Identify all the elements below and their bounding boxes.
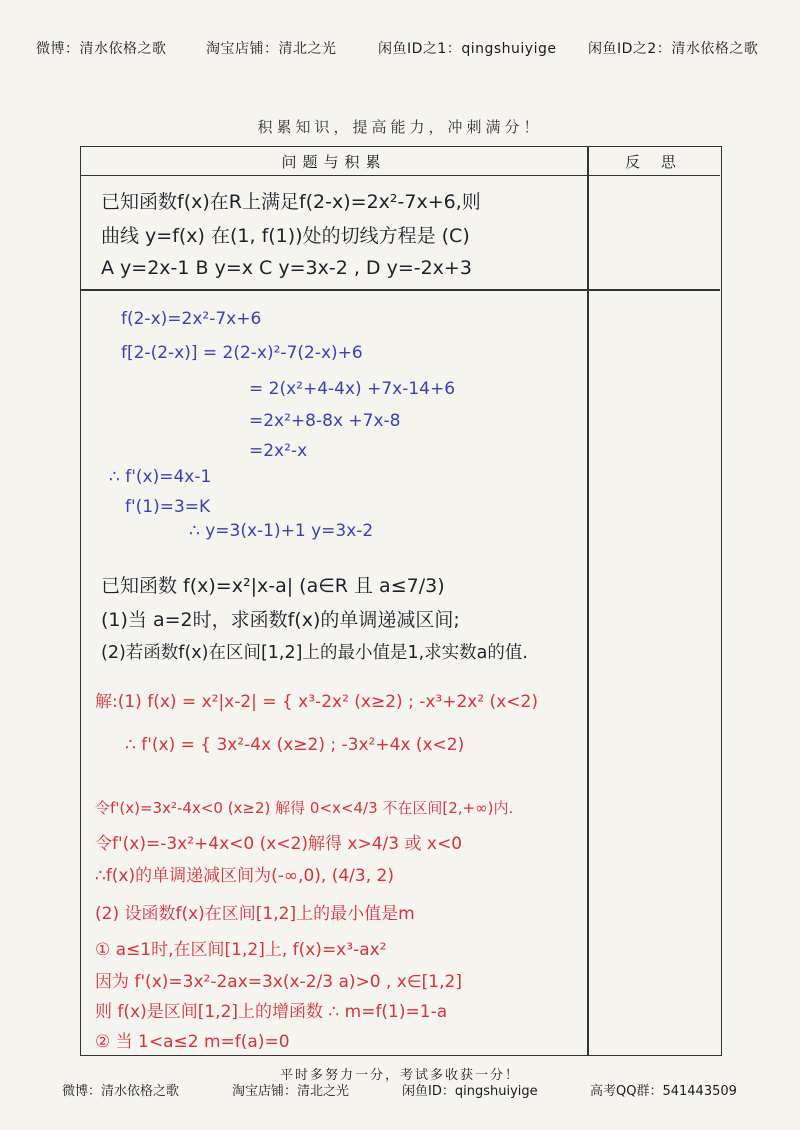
problem2-solution-line: (2) 设函数f(x)在区间[1,2]上的最小值是m bbox=[95, 904, 415, 924]
header-xianyu-1: 闲鱼ID之1：qingshuiyige bbox=[378, 41, 557, 57]
column-header-reflection: 反 思 bbox=[625, 153, 684, 171]
problem1-work-line: f(2-x)=2x²-7x+6 bbox=[121, 309, 262, 329]
problem1-work-line: =2x²+8-8x +7x-8 bbox=[249, 411, 401, 431]
column-divider bbox=[587, 147, 589, 1055]
problem2-solution-line: 则 f(x)是区间[1,2]上的增函数 ∴ m=f(1)=1-a bbox=[95, 1002, 448, 1022]
column-header-questions: 问题与积累 bbox=[281, 153, 387, 171]
notes-table bbox=[80, 146, 722, 1056]
problem2-solution-line: ② 当 1<a≤2 m=f(a)=0 bbox=[95, 1032, 290, 1052]
motto: 积累知识，提高能力，冲刺满分！ bbox=[257, 118, 543, 136]
page-footer bbox=[0, 1068, 800, 1108]
problem2-solution-line: ∴ f'(x) = { 3x²-4x (x≥2) ; -3x²+4x (x<2) bbox=[125, 735, 465, 755]
header-xianyu-2: 闲鱼ID之2：清水依格之歌 bbox=[588, 41, 759, 57]
footer-taobao: 淘宝店铺：清北之光 bbox=[232, 1084, 350, 1099]
problem1-stem-line2: 曲线 y=f(x) 在(1, f(1))处的切线方程是 (C) bbox=[101, 225, 470, 247]
problem2-stem-line3: (2)若函数f(x)在区间[1,2]上的最小值是1,求实数a的值. bbox=[101, 643, 528, 663]
problem2-solution-line: 令f'(x)=-3x²+4x<0 (x<2)解得 x>4/3 或 x<0 bbox=[95, 834, 463, 854]
header-taobao: 淘宝店铺：清北之光 bbox=[206, 41, 337, 57]
problem1-work-line: ∴ y=3(x-1)+1 y=3x-2 bbox=[189, 521, 374, 541]
problem1-work-line: f'(1)=3=K bbox=[125, 497, 211, 517]
problem2-solution-line: ∴f(x)的单调递减区间为(-∞,0), (4/3, 2) bbox=[95, 866, 394, 886]
problem2-stem-line1: 已知函数 f(x)=x²|x-a| (a∈R 且 a≤7/3) bbox=[101, 575, 445, 597]
problem2-solution-line: ① a≤1时,在区间[1,2]上, f(x)=x³-ax² bbox=[95, 940, 387, 960]
footer-weibo: 微博：清水依格之歌 bbox=[62, 1084, 180, 1099]
problem2-stem-line2: (1)当 a=2时，求函数f(x)的单调递减区间; bbox=[101, 609, 460, 631]
header-weibo: 微博：清水依格之歌 bbox=[36, 41, 167, 57]
footer-slogan: 平时多努力一分，考试多收获一分！ bbox=[279, 1068, 520, 1083]
problem1-work-line: = 2(x²+4-4x) +7x-14+6 bbox=[249, 379, 456, 399]
problem1-options: A y=2x-1 B y=x C y=3x-2 , D y=-2x+3 bbox=[101, 257, 472, 279]
footer-xianyu: 闲鱼ID：qingshuiyige bbox=[402, 1084, 538, 1099]
problem2-solution-line: 因为 f'(x)=3x²-2ax=3x(x-2/3 a)>0 , x∈[1,2] bbox=[95, 972, 462, 992]
problem2-solution-line: 解:(1) f(x) = x²|x-2| = { x³-2x² (x≥2) ; -x³+2x² (x<2) bbox=[95, 692, 538, 712]
problem2-solution-line: 令f'(x)=3x²-4x<0 (x≥2) 解得 0<x<4/3 不在区间[2,+∞)内. bbox=[95, 799, 514, 817]
problem1-stem-line1: 已知函数f(x)在R上满足f(2-x)=2x²-7x+6,则 bbox=[101, 191, 481, 213]
problem1-work-line: ∴ f'(x)=4x-1 bbox=[109, 467, 212, 487]
problem1-work-line: =2x²-x bbox=[249, 441, 308, 461]
row-divider bbox=[81, 289, 720, 291]
footer-qq-group: 高考QQ群：541443509 bbox=[590, 1084, 737, 1099]
problem1-work-line: f[2-(2-x)] = 2(2-x)²-7(2-x)+6 bbox=[121, 343, 363, 363]
table-header bbox=[81, 147, 720, 176]
page-header bbox=[0, 38, 800, 62]
